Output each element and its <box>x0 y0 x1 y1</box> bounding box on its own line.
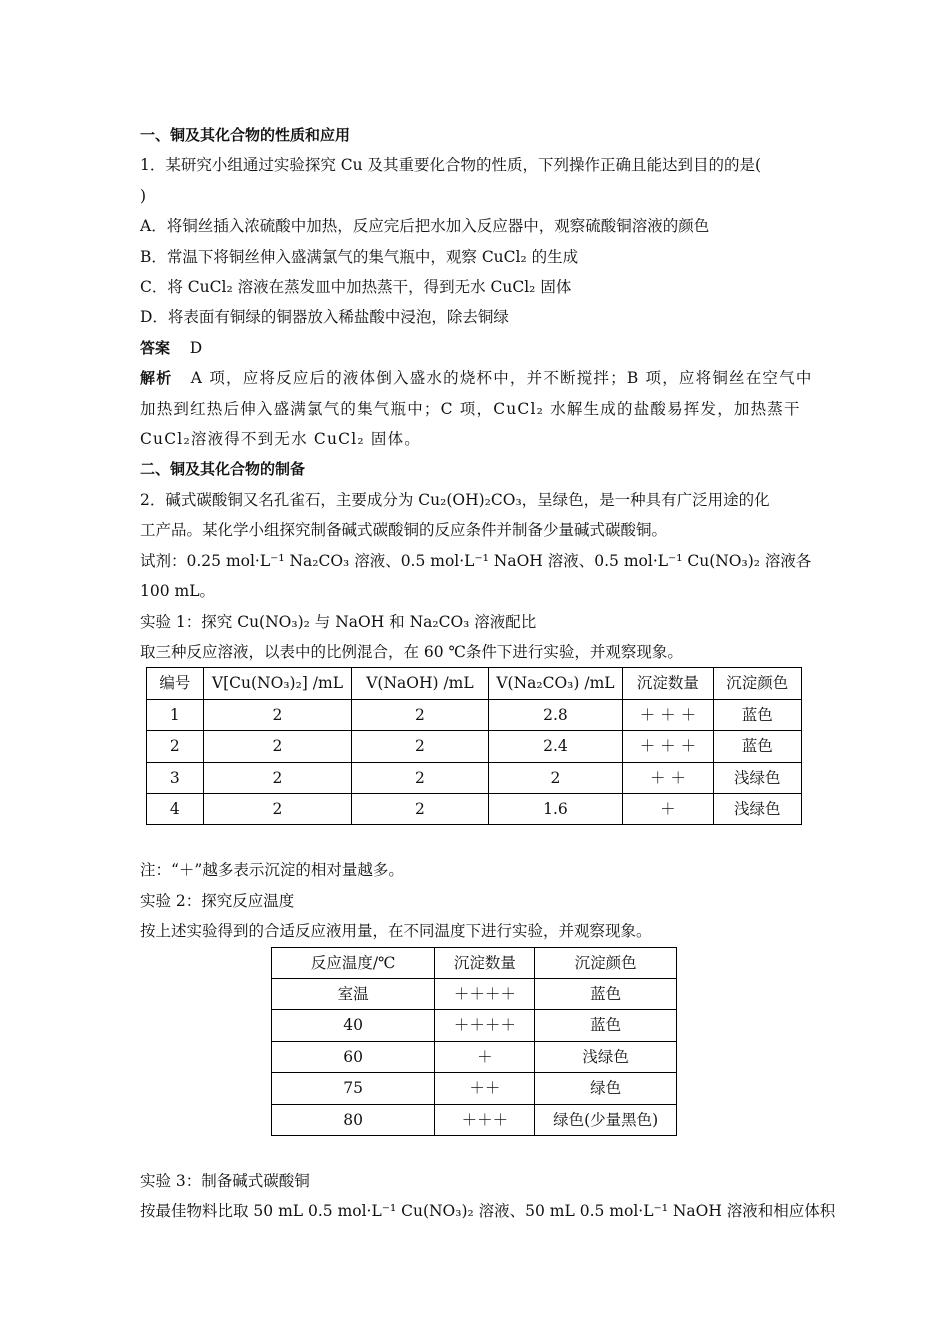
reagents-line-cont: 100 mL。 <box>140 582 216 601</box>
table-cell: 2 <box>203 793 352 824</box>
experiment-1-desc: 取三种反应溶液，以表中的比例混合，在 60 ℃条件下进行实验，并观察现象。 <box>140 642 683 661</box>
table-header-cell: 沉淀颜色 <box>713 668 801 699</box>
table-cell: ＋ ＋ ＋ <box>623 731 713 762</box>
table-row <box>147 762 802 793</box>
table-cell: 浅绿色 <box>535 1041 677 1072</box>
table-header-cell: V(Na₂CO₃) /mL <box>488 668 623 699</box>
table-cell: 2 <box>203 699 352 730</box>
option-c: C．将 CuCl₂ 溶液在蒸发皿中加热蒸干，得到无水 CuCl₂ 固体 <box>140 278 572 297</box>
answer-label: 答案 <box>140 338 171 357</box>
table-cell: 2.8 <box>488 699 623 730</box>
experiment-1-title: 实验 1：探究 Cu(NO₃)₂ 与 NaOH 和 Na₂CO₃ 溶液配比 <box>140 612 537 631</box>
answer-value: D <box>189 338 203 357</box>
table-cell: 蓝色 <box>535 978 677 1009</box>
table-cell: 蓝色 <box>535 1010 677 1041</box>
table-cell: 绿色(少量黑色) <box>535 1104 677 1135</box>
table-cell: 浅绿色 <box>713 762 801 793</box>
table-header-cell: 沉淀颜色 <box>535 947 677 978</box>
table-cell: 75 <box>272 1073 435 1104</box>
table-cell: ＋ ＋ <box>623 762 713 793</box>
table-cell: 2 <box>352 731 488 762</box>
table-cell: 浅绿色 <box>713 793 801 824</box>
table-note: 注：“＋”越多表示沉淀的相对量越多。 <box>140 861 404 880</box>
table-row <box>272 1041 677 1072</box>
table-cell: 蓝色 <box>713 731 801 762</box>
analysis-label: 解析 <box>140 369 173 388</box>
table-cell: 40 <box>272 1010 435 1041</box>
table-cell: 2 <box>352 699 488 730</box>
table-cell: 4 <box>147 793 204 824</box>
table-cell: ＋＋＋＋ <box>435 1010 535 1041</box>
table-cell: 80 <box>272 1104 435 1135</box>
table-cell: 蓝色 <box>713 699 801 730</box>
table-cell: 绿色 <box>535 1073 677 1104</box>
option-d: D．将表面有铜绿的铜器放入稀盐酸中浸泡，除去铜绿 <box>140 308 509 327</box>
document-page <box>140 120 836 1227</box>
table-cell: 2 <box>203 731 352 762</box>
table-header-cell: 沉淀数量 <box>623 668 713 699</box>
table-row <box>147 699 802 730</box>
table-header-cell: 反应温度/℃ <box>272 947 435 978</box>
table-cell: 室温 <box>272 978 435 1009</box>
table-header-row <box>272 947 677 978</box>
reagents-line: 试剂：0.25 mol·L⁻¹ Na₂CO₃ 溶液、0.5 mol·L⁻¹ NaOH 溶液、0.5 mol·L⁻¹ Cu(NO₃)₂ 溶液各 <box>140 551 812 570</box>
table-row <box>272 1010 677 1041</box>
table-cell: 2 <box>352 793 488 824</box>
analysis-text-1: A 项，应将反应后的液体倒入盛水的烧杯中，并不断搅拌；B 项，应将铜丝在空气中 <box>190 369 813 388</box>
question-1-stem: 1．某研究小组通过实验探究 Cu 及其重要化合物的性质，下列操作正确且能达到目的的是( <box>140 156 762 175</box>
table-cell: 1 <box>147 699 204 730</box>
table-cell: ＋＋＋ <box>435 1104 535 1135</box>
table-row <box>272 1104 677 1135</box>
experiment-2-desc: 按上述实验得到的合适反应液用量，在不同温度下进行实验，并观察现象。 <box>140 922 652 941</box>
section-heading-2: 二、铜及其化合物的制备 <box>140 460 306 479</box>
table-header-cell: V[Cu(NO₃)₂] /mL <box>203 668 352 699</box>
table-cell: 2 <box>352 762 488 793</box>
question-2-stem-cont: 工产品。某化学小组探究制备碱式碳酸铜的反应条件并制备少量碱式碳酸铜。 <box>140 521 668 540</box>
table-cell: 1.6 <box>488 793 623 824</box>
section-heading-1: 一、铜及其化合物的性质和应用 <box>140 126 351 144</box>
table-cell: 2 <box>147 731 204 762</box>
table-header-cell: 沉淀数量 <box>435 947 535 978</box>
answer-row <box>140 333 812 363</box>
table-cell: 2.4 <box>488 731 623 762</box>
table-cell: ＋＋ <box>435 1073 535 1104</box>
table-header-cell: 编号 <box>147 668 204 699</box>
table-row <box>147 731 802 762</box>
table-cell: 2 <box>488 762 623 793</box>
table-cell: 2 <box>203 762 352 793</box>
table-cell: ＋＋＋＋ <box>435 978 535 1009</box>
analysis-line-3: CuCl₂溶液得不到无水 CuCl₂ 固体。 <box>140 430 422 449</box>
table-cell: ＋ ＋ ＋ <box>623 699 713 730</box>
question-1-stem-cont: ) <box>140 186 147 205</box>
option-a: A．将铜丝插入浓硫酸中加热，反应完后把水加入反应器中，观察硫酸铜溶液的颜色 <box>140 217 710 236</box>
table-row <box>272 978 677 1009</box>
table-cell: 3 <box>147 762 204 793</box>
experiment-2-title: 实验 2：探究反应温度 <box>140 891 295 910</box>
table-cell: ＋ <box>435 1041 535 1072</box>
analysis-line-2: 加热到红热后伸入盛满氯气的集气瓶中；C 项，CuCl₂ 水解生成的盐酸易挥发，加热蒸干 <box>140 399 801 418</box>
ratio-table <box>146 667 802 825</box>
table-row <box>147 793 802 824</box>
experiment-3-title: 实验 3：制备碱式碳酸铜 <box>140 1172 310 1190</box>
temperature-table <box>271 947 677 1136</box>
analysis-line-1 <box>140 363 812 393</box>
option-b: B．常温下将铜丝伸入盛满氯气的集气瓶中，观察 CuCl₂ 的生成 <box>140 247 579 266</box>
table-header-cell: V(NaOH) /mL <box>352 668 488 699</box>
table-cell: ＋ <box>623 793 713 824</box>
table-row <box>272 1073 677 1104</box>
question-2-stem: 2．碱式碳酸铜又名孔雀石，主要成分为 Cu₂(OH)₂CO₃，呈绿色，是一种具有广泛用途的化 <box>140 490 770 509</box>
experiment-3-desc: 按最佳物料比取 50 mL 0.5 mol·L⁻¹ Cu(NO₃)₂ 溶液、50 mL 0.5 mol·L⁻¹ NaOH 溶液和相应体积 <box>140 1202 836 1221</box>
table-cell: 60 <box>272 1041 435 1072</box>
table-header-row <box>147 668 802 699</box>
